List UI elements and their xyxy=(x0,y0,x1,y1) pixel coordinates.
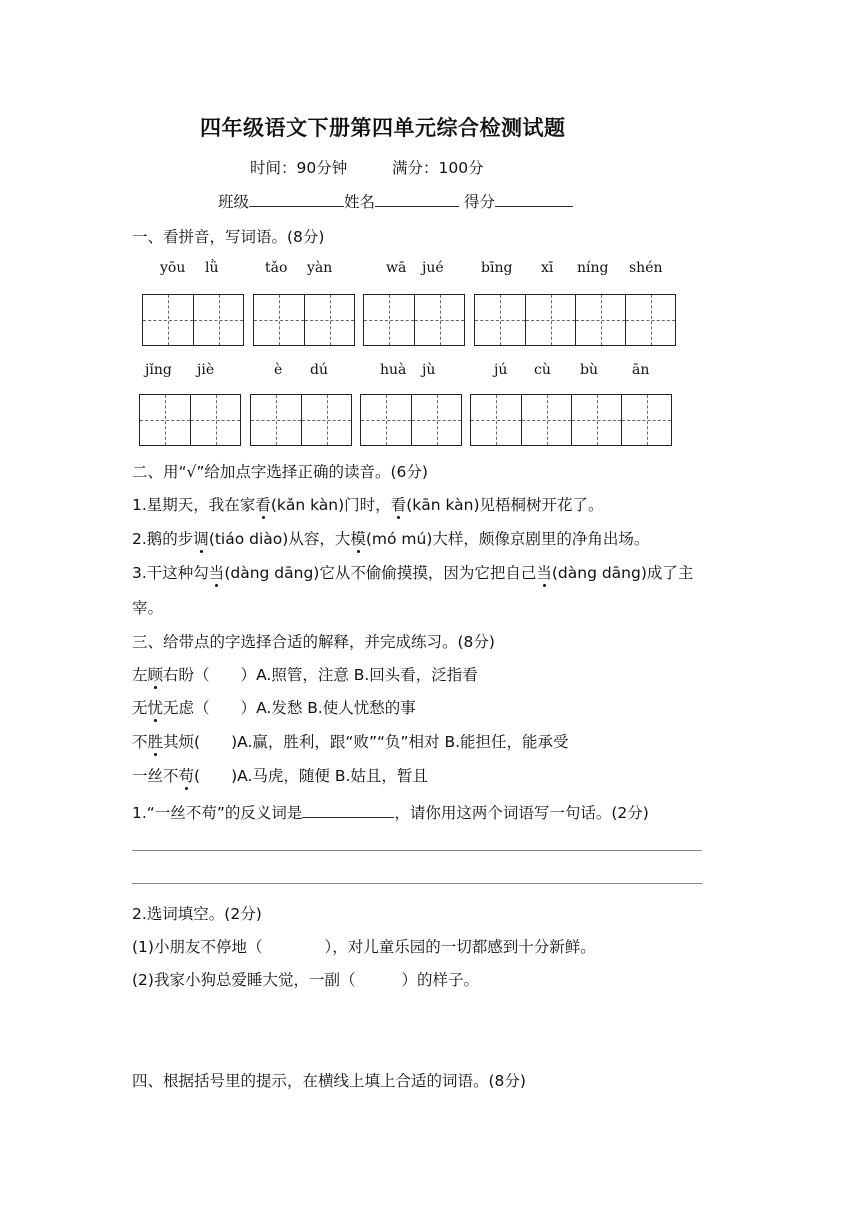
dotted-char: 模 xyxy=(350,527,366,549)
grid-cell[interactable] xyxy=(414,295,464,345)
answer-line[interactable] xyxy=(132,850,702,851)
grid-cell[interactable] xyxy=(471,395,521,445)
pinyin: dú xyxy=(310,362,328,378)
writing-grid[interactable] xyxy=(470,394,672,446)
text: 1.星期天，我在家 xyxy=(132,496,256,514)
section4-title: 四、根据括号里的提示，在横线上填上合适的词语。(8分) xyxy=(132,1072,526,1090)
idiom-item xyxy=(132,696,416,718)
dotted-char: 当 xyxy=(209,561,225,583)
pinyin: ān xyxy=(632,362,650,378)
pinyin: jù xyxy=(422,362,436,378)
options: A.赢，胜利，跟“败”“负”相对 B.能担任，能承受 xyxy=(237,733,569,751)
writing-grid[interactable] xyxy=(253,294,355,346)
dotted-char: 顾 xyxy=(148,663,164,685)
class-label: 班级 xyxy=(218,193,250,211)
text: (dàng dāng)它从不偷偷摸摸，因为它把自己 xyxy=(224,564,537,582)
class-blank[interactable] xyxy=(249,192,344,207)
pinyin: bīng xyxy=(481,260,513,276)
pinyin: tǎo xyxy=(265,260,288,276)
score-label: 满分：100分 xyxy=(392,159,484,177)
antonym-blank[interactable] xyxy=(302,803,394,818)
dotted-char: 忧 xyxy=(148,696,164,718)
grid-cell[interactable] xyxy=(575,295,625,345)
section3-title: 三、给带点的字选择合适的解释，并完成练习。(8分) xyxy=(132,633,495,651)
grid-cell[interactable] xyxy=(251,395,301,445)
pinyin: shén xyxy=(629,260,663,276)
pinyin: huà xyxy=(380,362,407,378)
text: 左 xyxy=(132,666,148,684)
text: 右盼 xyxy=(163,666,195,684)
section2-title: 二、用“√”给加点字选择正确的读音。(6分) xyxy=(132,463,428,481)
grade-label: 得分 xyxy=(463,193,495,211)
dotted-char: 当 xyxy=(536,561,552,583)
text: (kān kàn)见梧桐树开花了。 xyxy=(406,496,604,514)
question-line: 2.选词填空。(2分) xyxy=(132,905,262,923)
text: (dàng dāng)成了主 xyxy=(551,564,694,582)
pinyin: è xyxy=(274,362,283,378)
question-line xyxy=(132,801,649,823)
pinyin: lǜ xyxy=(205,260,219,276)
pinyin: wā xyxy=(386,260,407,276)
text: ）的样子。 xyxy=(401,971,479,989)
grid-cell[interactable] xyxy=(143,295,193,345)
time-label: 时间：90分钟 xyxy=(250,159,348,177)
writing-grid[interactable] xyxy=(139,394,241,446)
question-line xyxy=(132,493,604,515)
pinyin: bù xyxy=(580,362,598,378)
answer-paren[interactable]: （ ） xyxy=(194,699,257,717)
text: 2.鹅的步 xyxy=(132,530,194,548)
answer-paren[interactable]: ( ) xyxy=(194,767,238,785)
grid-cell[interactable] xyxy=(525,295,575,345)
text: 无 xyxy=(132,699,148,717)
name-blank[interactable] xyxy=(375,192,459,207)
text: (kǎn kàn)门时， xyxy=(270,496,391,514)
text: (1)小朋友不停地（ xyxy=(132,938,263,956)
answer-line[interactable] xyxy=(132,883,702,884)
answer-paren[interactable]: （ ） xyxy=(194,666,257,684)
text: 1.“一丝不苟”的反义词是 xyxy=(132,804,303,822)
grid-cell[interactable] xyxy=(625,295,675,345)
page-title: 四年级语文下册第四单元综合检测试题 xyxy=(200,116,566,140)
pinyin: jú xyxy=(494,362,508,378)
pinyin: níng xyxy=(577,260,609,276)
name-label: 姓名 xyxy=(344,193,376,211)
grid-cell[interactable] xyxy=(475,295,525,345)
question-line: 宰。 xyxy=(132,599,164,617)
dotted-char: 看 xyxy=(255,493,271,515)
text: 无虑 xyxy=(163,699,195,717)
text: 不 xyxy=(132,733,148,751)
pinyin: jǐng xyxy=(145,362,172,378)
text: ，请你用这两个词语写一句话。(2分) xyxy=(394,804,649,822)
text: ），对儿童乐园的一切都感到十分新鲜。 xyxy=(324,938,596,956)
pinyin: yōu xyxy=(160,260,186,276)
text: (2)我家小狗总爱睡大觉，一副（ xyxy=(132,971,356,989)
grid-cell[interactable] xyxy=(140,395,190,445)
dotted-char: 胜 xyxy=(148,730,164,752)
pinyin: yàn xyxy=(307,260,333,276)
grid-cell[interactable] xyxy=(304,295,354,345)
dotted-char: 苟 xyxy=(179,764,195,786)
idiom-item xyxy=(132,764,428,786)
grid-cell[interactable] xyxy=(621,395,671,445)
idiom-item xyxy=(132,730,569,752)
options: A.马虎，随便 B.姑且，暂且 xyxy=(237,767,428,785)
grid-cell[interactable] xyxy=(193,295,243,345)
question-line xyxy=(132,968,479,990)
text: (tiáo diào)从容，大 xyxy=(208,530,351,548)
answer-paren[interactable]: ( ) xyxy=(194,733,238,751)
text: 其烦 xyxy=(163,733,195,751)
writing-grid[interactable] xyxy=(250,394,352,446)
pinyin: xī xyxy=(541,260,554,276)
dotted-char: 看 xyxy=(391,493,407,515)
writing-grid[interactable] xyxy=(363,294,465,346)
question-line xyxy=(132,527,649,549)
grid-cell[interactable] xyxy=(571,395,621,445)
grid-cell[interactable] xyxy=(254,295,304,345)
question-line xyxy=(132,561,693,583)
pinyin: jué xyxy=(422,260,444,276)
writing-grid[interactable] xyxy=(142,294,244,346)
text: (mó mú)大样，颇像京剧里的净角出场。 xyxy=(365,530,650,548)
grid-cell[interactable] xyxy=(190,395,240,445)
grid-cell[interactable] xyxy=(521,395,571,445)
grid-cell[interactable] xyxy=(364,295,414,345)
idiom-item xyxy=(132,663,478,685)
info-line xyxy=(218,190,573,212)
grid-cell[interactable] xyxy=(361,395,411,445)
question-line xyxy=(132,935,596,957)
grid-cell[interactable] xyxy=(411,395,461,445)
options: A.照管，注意 B.回头看，泛指看 xyxy=(256,666,478,684)
text: 一丝不 xyxy=(132,767,179,785)
writing-grid[interactable] xyxy=(474,294,676,346)
section1-title: 一、看拼音，写词语。(8分) xyxy=(132,228,325,246)
dotted-char: 调 xyxy=(193,527,209,549)
pinyin: jiè xyxy=(197,362,215,378)
grid-cell[interactable] xyxy=(301,395,351,445)
pinyin: cù xyxy=(534,362,551,378)
options: A.发愁 B.使人忧愁的事 xyxy=(256,699,416,717)
text: 3.干这种勾 xyxy=(132,564,209,582)
grade-blank[interactable] xyxy=(495,192,573,207)
writing-grid[interactable] xyxy=(360,394,462,446)
